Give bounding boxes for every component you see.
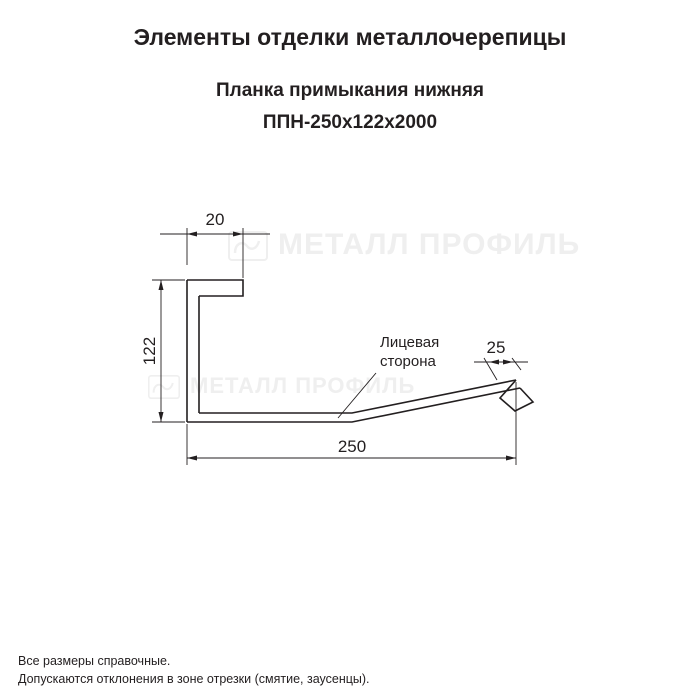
- watermark-text: МЕТАЛЛ ПРОФИЛЬ: [278, 228, 581, 261]
- dimension-250-label: 250: [337, 437, 367, 456]
- face-side-label-line1: Лицевая: [380, 334, 440, 351]
- dimension-right: [474, 358, 528, 380]
- dimension-122-label: 122: [140, 336, 159, 366]
- footer-note-2: Допускаются отклонения в зоне отрезки (смятие, заусенцы).: [18, 672, 370, 686]
- product-code: ППН-250х122х2000: [262, 112, 438, 133]
- technical-drawing: [0, 170, 700, 530]
- product-name: Планка примыкания нижняя: [215, 80, 485, 101]
- page-title: Элементы отделки металлочерепицы: [133, 24, 567, 50]
- dimension-20-label: 20: [205, 210, 225, 229]
- dimension-top: [160, 228, 270, 278]
- dimension-25-label: 25: [486, 338, 506, 357]
- footer-notes: [18, 652, 678, 688]
- footer-note-1: Все размеры справочные.: [18, 654, 171, 668]
- title-block: [0, 22, 700, 136]
- watermark-text: МЕТАЛЛ ПРОФИЛЬ: [190, 373, 416, 398]
- face-side-label-line2: сторона: [380, 353, 436, 370]
- profile-outline: [187, 280, 533, 422]
